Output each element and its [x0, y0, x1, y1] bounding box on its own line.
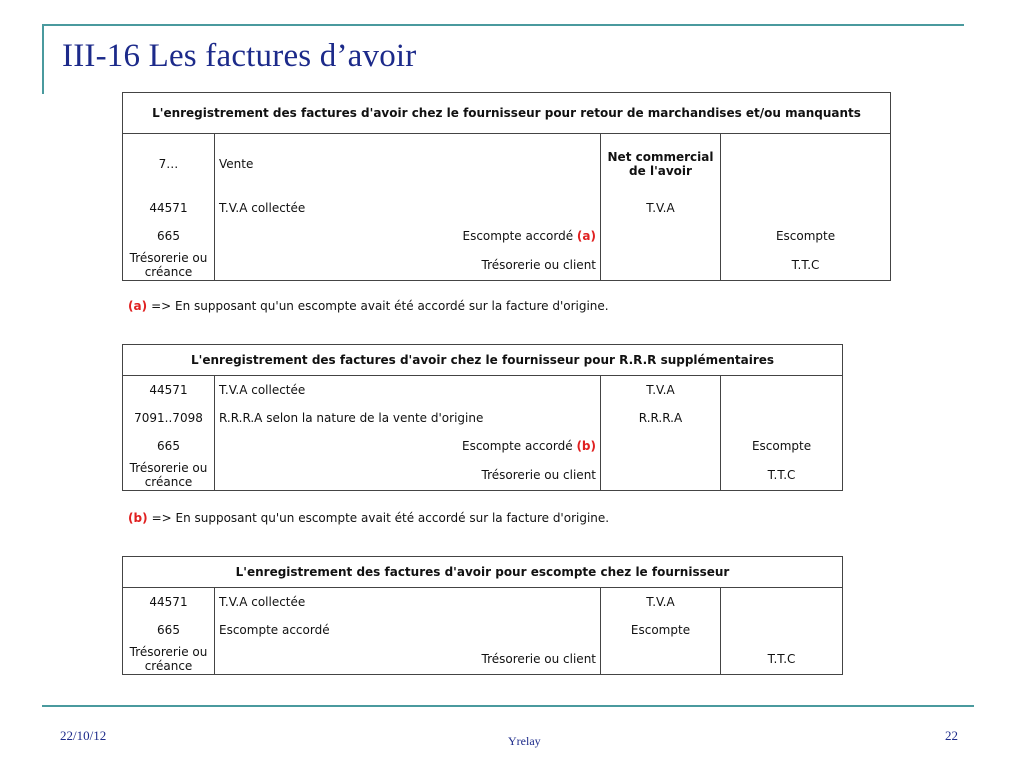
footer-line	[42, 705, 974, 707]
debit-cell: Net commercial de l'avoir	[601, 134, 721, 195]
account-cell: 665	[123, 616, 215, 644]
credit-cell	[721, 376, 843, 405]
footer-date: 22/10/12	[60, 728, 107, 743]
account-cell: 665	[123, 432, 215, 460]
credit-cell	[721, 588, 843, 617]
table-escompte	[122, 556, 843, 675]
credit-cell: T.T.C	[721, 644, 843, 675]
credit-cell	[721, 404, 843, 432]
frame-left-line	[42, 24, 44, 94]
debit-cell	[601, 644, 721, 675]
footnote-tag: (a)	[576, 229, 596, 243]
account-cell: Trésorerie ou créance	[123, 250, 215, 281]
slide-title: III-16 Les factures d’avoir	[62, 38, 417, 74]
footnote-text: => En supposant qu'un escompte avait été accordé sur la facture d'origine.	[151, 511, 610, 525]
credit-cell: T.T.C	[721, 460, 843, 491]
label-cell	[215, 432, 601, 460]
footnote-a	[128, 299, 609, 313]
account-cell: 44571	[123, 588, 215, 617]
footer-page-number: 22	[945, 728, 958, 743]
table-row	[123, 616, 843, 644]
credit-cell: Escompte	[721, 432, 843, 460]
label-cell: Escompte accordé	[215, 616, 601, 644]
table-row	[123, 432, 843, 460]
footnote-text: => En supposant qu'un escompte avait été accordé sur la facture d'origine.	[151, 299, 609, 313]
footnote-tag: (a)	[128, 299, 148, 313]
table-row	[123, 134, 891, 195]
debit-cell	[601, 250, 721, 281]
label-cell: T.V.A collectée	[215, 588, 601, 617]
label-cell: Trésorerie ou client	[215, 460, 601, 491]
label-cell: Vente	[215, 134, 601, 195]
account-cell: 7091..7098	[123, 404, 215, 432]
table-row	[123, 460, 843, 491]
label-cell	[215, 222, 601, 250]
credit-cell: Escompte	[721, 222, 891, 250]
account-cell: Trésorerie ou créance	[123, 460, 215, 491]
label-cell: T.V.A collectée	[215, 376, 601, 405]
debit-cell: T.V.A	[601, 588, 721, 617]
table-retour-marchandises	[122, 92, 891, 281]
table-row	[123, 222, 891, 250]
account-cell: 7…	[123, 134, 215, 195]
label-cell: Trésorerie ou client	[215, 250, 601, 281]
footnote-tag: (b)	[576, 439, 596, 453]
credit-cell	[721, 194, 891, 222]
footnote-b	[128, 511, 609, 525]
credit-cell	[721, 134, 891, 195]
frame-top-line	[42, 24, 964, 26]
debit-cell	[601, 432, 721, 460]
credit-cell: T.T.C	[721, 250, 891, 281]
credit-cell	[721, 616, 843, 644]
debit-cell: R.R.R.A	[601, 404, 721, 432]
account-cell: 44571	[123, 194, 215, 222]
table-header: L'enregistrement des factures d'avoir chez le fournisseur pour retour de marchandises et/ou manquants	[123, 93, 891, 134]
footnote-tag: (b)	[128, 511, 148, 525]
table-row	[123, 250, 891, 281]
label-text: Escompte accordé	[462, 439, 573, 453]
account-cell: 665	[123, 222, 215, 250]
account-cell: Trésorerie ou créance	[123, 644, 215, 675]
label-cell: T.V.A collectée	[215, 194, 601, 222]
debit-cell: T.V.A	[601, 194, 721, 222]
table-row	[123, 404, 843, 432]
debit-cell	[601, 222, 721, 250]
label-cell: R.R.R.A selon la nature de la vente d'origine	[215, 404, 601, 432]
table-row	[123, 644, 843, 675]
table-row	[123, 194, 891, 222]
debit-cell	[601, 460, 721, 491]
table-row	[123, 376, 843, 405]
debit-cell: Escompte	[601, 616, 721, 644]
label-text: Escompte accordé	[462, 229, 574, 243]
footer-author: Yrelay	[508, 734, 541, 748]
table-row	[123, 588, 843, 617]
table-header: L'enregistrement des factures d'avoir pour escompte chez le fournisseur	[123, 557, 843, 588]
table-rrr-supplementaires	[122, 344, 843, 491]
table-header: L'enregistrement des factures d'avoir chez le fournisseur pour R.R.R supplémentaires	[123, 345, 843, 376]
label-cell: Trésorerie ou client	[215, 644, 601, 675]
account-cell: 44571	[123, 376, 215, 405]
debit-cell: T.V.A	[601, 376, 721, 405]
